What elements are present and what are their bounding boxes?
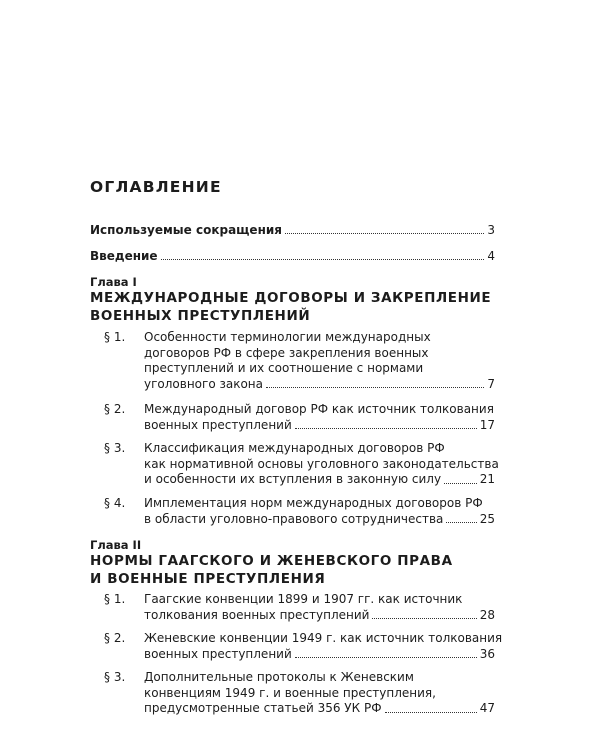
chapter-heading-1[interactable] <box>90 275 510 325</box>
section-title-line: и особенности их вступления в законную силу <box>144 472 442 486</box>
section-number: § 3. <box>104 670 126 684</box>
toc-page-number: 21 <box>479 472 495 486</box>
chapter-title-line: НОРМЫ ГААГСКОГО И ЖЕНЕВСКОГО ПРАВА <box>90 553 453 569</box>
section-number: § 1. <box>104 330 126 344</box>
section-title-line: уголовного закона <box>144 376 264 391</box>
section-title-line: предусмотренные статьей 356 УК РФ <box>144 701 382 715</box>
dot-leader <box>161 259 484 260</box>
section-title-line: Международный договор РФ как источник толкования <box>144 402 494 416</box>
toc-entry-label: Введение <box>90 249 158 263</box>
section-title-line: конвенциям 1949 г. и военные преступления, <box>144 685 436 700</box>
section-title-line: Имплементация норм международных договоров РФ <box>144 496 483 510</box>
toc-entry-introduction[interactable] <box>90 248 495 264</box>
chapter-title-line: ВОЕННЫХ ПРЕСТУПЛЕНИЙ <box>90 308 311 324</box>
dot-leader <box>444 483 477 484</box>
section-title-line: Женевские конвенции 1949 г. как источник толкования <box>144 631 503 645</box>
dot-leader <box>385 712 477 713</box>
section-title-line: как нормативной основы уголовного законодательства <box>144 456 499 471</box>
dot-leader <box>285 233 484 234</box>
dot-leader <box>446 522 476 523</box>
section-title-line: в области уголовно-правового сотрудничества <box>144 511 444 526</box>
dot-leader <box>295 428 477 429</box>
page-title: ОГЛАВЛЕНИЕ <box>90 178 222 196</box>
toc-section-1-1[interactable] <box>104 330 495 392</box>
section-title-line: толкования военных преступлений <box>144 607 370 622</box>
toc-page-number: 25 <box>479 511 495 526</box>
toc-page-number: 4 <box>487 249 495 263</box>
chapter-label: Глава II <box>90 538 142 552</box>
section-title-line: Особенности терминологии международных <box>144 330 431 344</box>
toc-section-2-3[interactable] <box>104 670 495 717</box>
dot-leader <box>266 387 484 388</box>
chapter-title-line: МЕЖДУНАРОДНЫЕ ДОГОВОРЫ И ЗАКРЕПЛЕНИЕ <box>90 290 492 306</box>
toc-section-1-3[interactable] <box>104 441 499 488</box>
toc-section-2-2[interactable] <box>104 631 503 662</box>
section-title-line: Классификация международных договоров РФ <box>144 441 445 455</box>
section-number: § 3. <box>104 441 126 455</box>
toc-page-number: 47 <box>479 701 495 715</box>
section-title-line: военных преступлений <box>144 417 292 432</box>
toc-page-number: 17 <box>479 417 495 432</box>
section-number: § 4. <box>104 496 126 510</box>
toc-page-number: 28 <box>479 607 495 622</box>
toc-page-number: 36 <box>479 646 495 661</box>
toc-page-number: 3 <box>487 223 495 237</box>
section-number: § 1. <box>104 592 126 606</box>
section-number: § 2. <box>104 402 126 416</box>
section-title-line: преступлений и их соотношение с нормами <box>144 361 424 375</box>
chapter-title-line: И ВОЕННЫЕ ПРЕСТУПЛЕНИЯ <box>90 571 326 587</box>
section-title-line: военных преступлений <box>144 646 292 661</box>
section-number: § 2. <box>104 631 126 645</box>
toc-entry-abbreviations[interactable] <box>90 222 495 238</box>
toc-entry-label: Используемые сокращения <box>90 223 282 237</box>
chapter-heading-2[interactable] <box>90 538 510 588</box>
section-title-line: Гаагские конвенции 1899 и 1907 гг. как источник <box>144 592 463 606</box>
toc-section-1-4[interactable] <box>104 496 495 527</box>
dot-leader <box>372 618 476 619</box>
section-title-line: Дополнительные протоколы к Женевским <box>144 670 414 684</box>
chapter-label: Глава I <box>90 275 137 289</box>
section-title-line: договоров РФ в сфере закрепления военных <box>144 345 429 360</box>
toc-page-number: 7 <box>487 376 495 391</box>
toc-section-2-1[interactable] <box>104 592 495 623</box>
toc-section-1-2[interactable] <box>104 402 495 433</box>
dot-leader <box>295 657 477 658</box>
